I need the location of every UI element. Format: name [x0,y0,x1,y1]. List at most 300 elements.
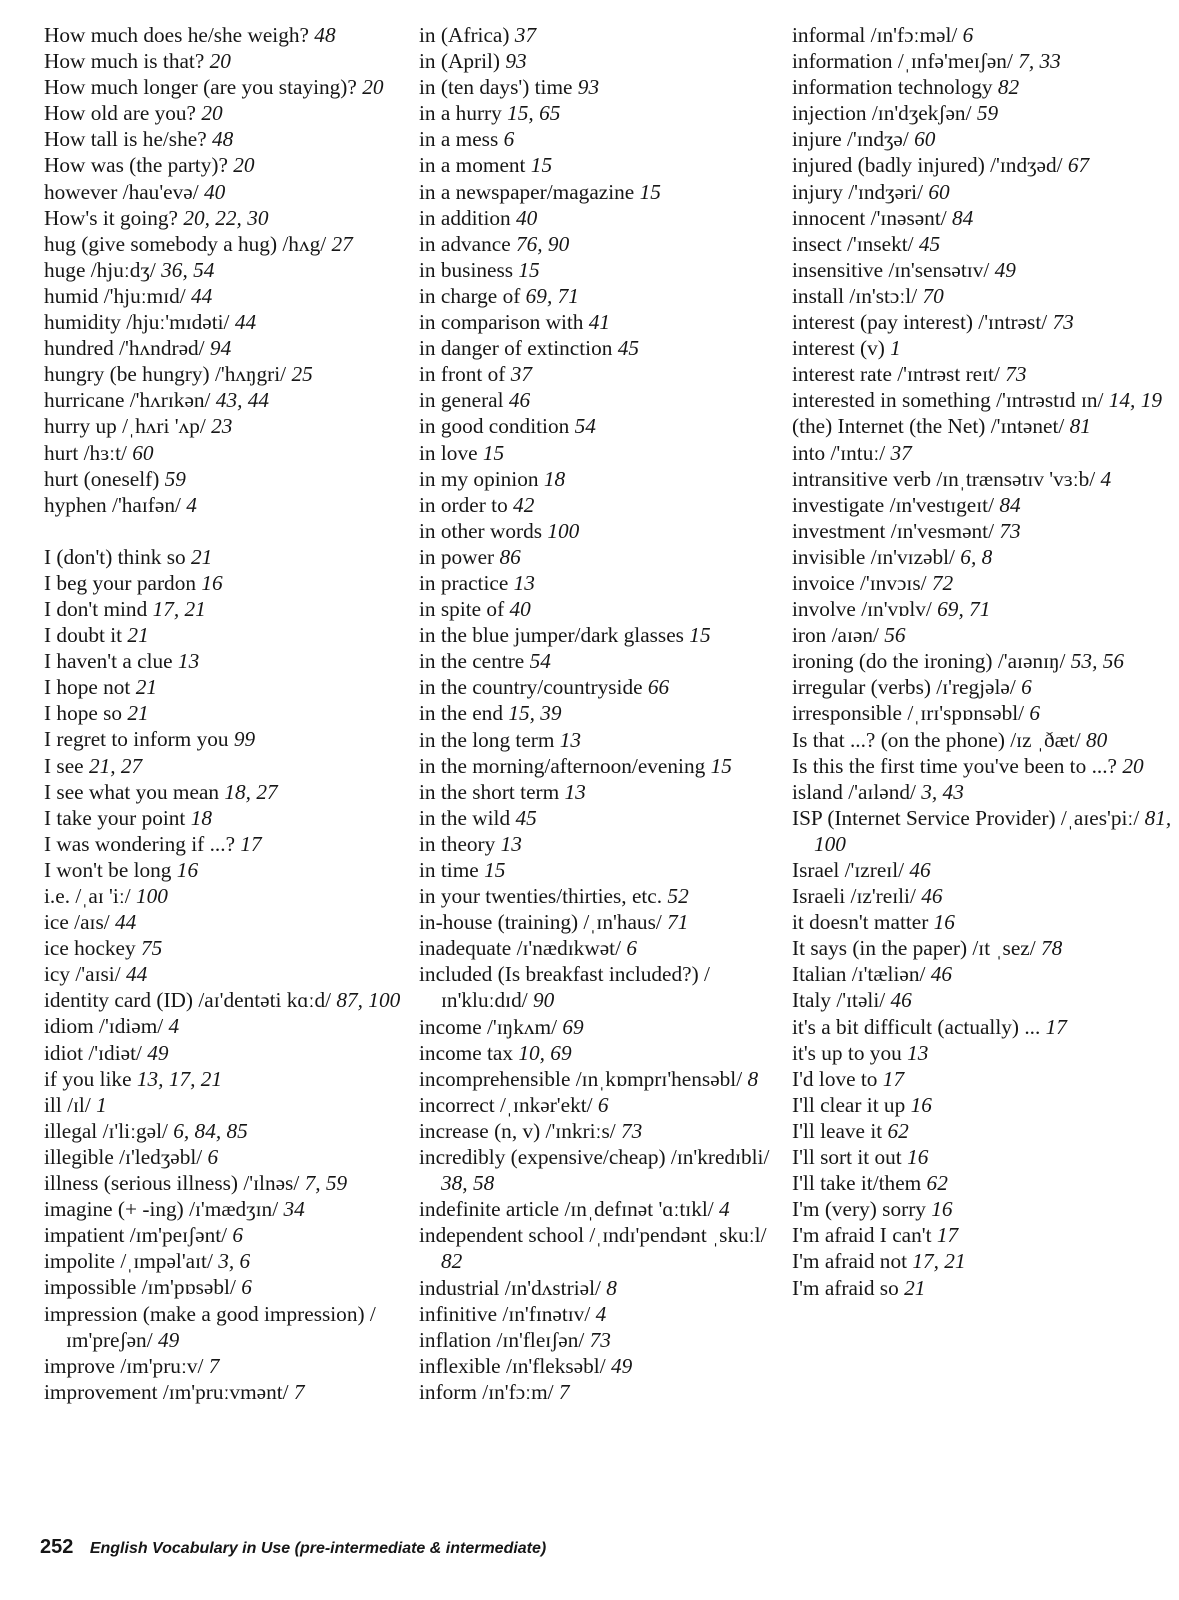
entry-pronunciation: /ɪn'vestɪgeɪt/ [889,492,994,517]
entry-page-refs: 46 [890,988,912,1013]
entry-page-refs: 38, 58 [441,1171,495,1196]
entry-term: injection [792,101,867,126]
entry-pronunciation: /ˌɪrɪ'spɒnsəbl/ [907,701,1025,726]
entry-term: involve [792,597,856,622]
entry-page-refs: 20 [233,153,255,178]
entry-term: impatient [44,1223,125,1248]
entry-term: in time [419,858,479,882]
index-entry [792,413,1172,439]
index-entry [792,596,1172,622]
index-entry [44,753,404,779]
index-entry [419,492,781,518]
entry-term: idiom [44,1014,94,1039]
index-entry [419,74,781,100]
entry-term: imagine (+ -ing) [44,1197,184,1222]
index-entry [792,648,1172,674]
index-entry [419,596,781,622]
entry-term: invisible [792,544,866,569]
entry-pronunciation: /'ɪndʒəri/ [848,179,924,204]
entry-term: in theory [419,831,496,856]
entry-term: in advance [419,231,511,256]
index-entry [419,1092,781,1118]
entry-page-refs: 69, 71 [937,597,991,622]
entry-term: hurt (oneself) [44,466,160,491]
entry-pronunciation: /'hʌrɪkən/ [129,388,211,413]
index-entry [792,622,1172,648]
entry-page-refs: 93 [577,75,600,100]
index-entry [419,700,781,726]
index-entry [419,100,781,126]
entry-page-refs: 17 [882,1066,905,1091]
entry-pronunciation: /ˌɪnkər'ekt/ [500,1092,593,1117]
index-entry [419,544,781,570]
entry-term: infinitive [419,1301,498,1326]
index-entry [44,544,404,570]
entry-term: in other words [419,518,543,543]
entry-pronunciation: /ˌaɪ 'iː/ [75,884,131,908]
entry-page-refs: 4 [1100,466,1112,491]
entry-pronunciation: /ˌaɪes'piː/ [1060,805,1140,830]
entry-term: it's a bit difficult (actually) ... [792,1014,1041,1039]
entry-term: I won't be long [44,857,172,882]
index-entry [419,935,781,961]
entry-term: huge [44,257,86,282]
index-entry [419,1066,781,1092]
entry-page-refs: 49 [157,1327,180,1352]
index-entry [44,361,404,387]
entry-page-refs: 17 [240,831,262,856]
entry-term: interest (v) [792,336,885,361]
entry-page-refs: 13 [559,727,582,752]
entry-page-refs: 6 [207,1144,219,1169]
entry-page-refs: 46 [909,858,931,882]
index-entry [44,309,404,335]
entry-term: however [44,179,118,204]
index-entry [792,1275,1172,1301]
entry-page-refs: 60 [132,440,154,465]
index-entry [419,831,781,857]
entry-page-refs: 4 [595,1301,607,1326]
entry-page-refs: 56 [884,623,906,648]
entry-term: hurricane [44,388,125,413]
entry-page-refs: 69 [562,1014,584,1039]
entry-term: in power [419,544,495,569]
index-entry [44,283,404,309]
entry-term: into [792,440,826,465]
entry-term: I see [44,753,84,778]
entry-page-refs: 82 [997,75,1020,100]
entry-pronunciation: /'ɪtəli/ [836,988,886,1013]
entry-term: industrial [419,1275,500,1300]
entry-pronunciation: /ɪn'dʒekʃən/ [871,101,972,126]
entry-page-refs: 59 [164,466,186,491]
entry-page-refs: 15 [484,858,506,882]
entry-pronunciation: /ɪn'fleɪʃən/ [496,1327,585,1352]
index-entry [44,1248,404,1274]
entry-pronunciation: /'ɪntrəst/ [978,310,1048,335]
entry-term: injure [792,127,842,152]
index-entry [419,283,781,309]
entry-page-refs: 18 [543,466,566,491]
entry-pronunciation: /ɪz'reɪli/ [850,884,916,909]
entry-page-refs: 44 [234,310,257,335]
index-entry [792,518,1172,544]
entry-page-refs: 3, 6 [218,1249,251,1274]
entry-term: incorrect [419,1092,495,1117]
index-entry [44,257,404,283]
entry-term: Italian [792,962,847,987]
entry-pronunciation: /ɪn'fɔːməl/ [870,23,958,47]
index-entry [44,335,404,361]
entry-pronunciation: /ɪ'mædʒɪn/ [189,1197,279,1222]
entry-pronunciation: /'aɪənɪŋ/ [997,649,1066,674]
entry-term: in the long term [419,727,555,752]
entry-term: in good condition [419,414,570,439]
entry-pronunciation: /'ɪntrəstɪd ɪn/ [996,388,1104,413]
entry-page-refs: 15 [689,623,711,648]
entry-term: investment [792,518,886,543]
entry-pronunciation: /hjuːdʒ/ [90,257,156,282]
entry-page-refs: 7, 59 [304,1171,348,1196]
index-entry [792,1222,1172,1248]
entry-pronunciation: /ɪm'pruːv/ [120,1353,204,1378]
entry-page-refs: 37 [890,440,912,465]
index-entry [792,961,1172,987]
entry-page-refs: 6 [232,1223,244,1248]
entry-term: in charge of [419,283,521,308]
entry-page-refs: 49 [610,1353,633,1378]
entry-term: impolite [44,1249,115,1274]
index-entry [792,987,1172,1013]
index-entry [44,231,404,257]
entry-page-refs: 37 [510,362,532,387]
entry-term: hug (give somebody a hug) [44,231,278,256]
entry-pronunciation: /ɪn'fleksəbl/ [505,1353,606,1378]
index-entry [419,674,781,700]
index-entry [44,1118,404,1144]
index-entry [792,674,1172,700]
entry-pronunciation: /ɪn'dʌstriəl/ [504,1275,601,1300]
entry-term: inflexible [419,1353,501,1378]
entry-pronunciation: /hɜːt/ [83,440,127,465]
entry-page-refs: 46 [930,962,953,987]
entry-term: I don't mind [44,596,148,621]
index-column-2 [419,22,781,1405]
entry-term: in the blue jumper/dark glasses [419,623,684,648]
index-entry [419,1118,781,1144]
entry-page-refs: 45 [515,805,537,830]
entry-term: impossible [44,1275,137,1300]
entry-term: I'll take it/them [792,1171,922,1196]
index-entry [792,492,1172,518]
entry-pronunciation: /ɪnˌtrænsətɪv 'vɜːb/ [936,466,1096,491]
entry-term: in practice [419,570,509,595]
entry-term: hyphen [44,492,107,517]
entry-pronunciation: /'ɪzreɪl/ [844,858,905,882]
entry-pronunciation: /ˌɪnfə'meɪʃən/ [897,49,1013,74]
entry-page-refs: 45 [617,336,640,361]
index-entry [419,152,781,178]
entry-page-refs: 10, 69 [518,1040,572,1065]
entry-page-refs: 21 [904,1275,926,1300]
index-entry [792,1118,1172,1144]
entry-term: Is this the first time you've been to ...? [792,753,1117,778]
entry-page-refs: 14, 19 [1108,388,1162,413]
entry-page-refs: 16 [176,857,199,882]
entry-term: Israeli [792,884,846,909]
entry-term: included (Is breakfast included?) [419,962,699,987]
index-entry [792,179,1172,205]
entry-pronunciation: /ɪt ˌsez/ [972,936,1036,961]
index-entry [44,1040,404,1066]
index-entry [792,74,1172,100]
entry-term: in a moment [419,153,526,178]
entry-page-refs: 73 [589,1327,611,1352]
entry-page-refs: 6, 84, 85 [173,1118,248,1143]
entry-term: I'm afraid so [792,1275,899,1300]
entry-term: in my opinion [419,466,539,491]
entry-term: in the centre [419,649,525,674]
entry-page-refs: 6 [241,1275,252,1300]
entry-pronunciation: /ɪn'kredɪbli/ [670,1145,770,1170]
entry-page-refs: 4 [186,492,197,517]
index-entry [792,1144,1172,1170]
entry-pronunciation: /ˌhʌri 'ʌp/ [122,414,206,439]
entry-term: insensitive [792,257,884,282]
entry-page-refs: 4 [168,1014,180,1039]
index-entry [419,1040,781,1066]
index-entry [419,1222,781,1274]
entry-term: How much does he/she weigh? [44,23,309,47]
entry-page-refs: 21 [127,623,149,648]
index-entry [792,231,1172,257]
entry-term: I (don't) think so [44,544,186,569]
entry-pronunciation: /ɪn'fɪnətɪv/ [502,1301,591,1326]
entry-term: island [792,779,843,804]
entry-page-refs: 21 [127,701,149,726]
entry-pronunciation: /ɪm'preʃən/ [66,1301,376,1352]
index-entry [792,466,1172,492]
index-entry [44,1170,404,1196]
index-entry [44,961,404,987]
index-entry [419,48,781,74]
entry-page-refs: 15 [639,179,661,204]
entry-term: install [792,283,845,308]
entry-pronunciation: /ɪ'regjələ/ [936,675,1016,700]
index-entry [44,126,404,152]
entry-term: indefinite article [419,1197,560,1222]
entry-page-refs: 45 [918,231,941,256]
entry-term: injury [792,179,843,204]
entry-page-refs: 16 [910,1092,932,1117]
entry-pronunciation: /ˌɪn'haus/ [583,910,662,935]
index-entry [44,674,404,700]
entry-pronunciation: /ɪ'liːgəl/ [102,1118,168,1143]
entry-page-refs: 17, 21 [152,596,206,621]
entry-term: interest (pay interest) [792,310,973,335]
entry-page-refs: 15 [710,753,732,778]
entry-page-refs: 46 [921,884,943,909]
entry-pronunciation: /'ɪndʒə/ [847,127,909,152]
entry-page-refs: 75 [140,936,163,961]
entry-page-refs: 13, 17, 21 [136,1066,223,1091]
entry-term: in the morning/afternoon/evening [419,753,706,778]
entry-term: injured (badly injured) [792,153,985,178]
entry-pronunciation: /ɪn'vesmənt/ [890,518,995,543]
index-entry [44,596,404,622]
entry-term: informal [792,23,866,47]
entry-pronunciation: /hjuː'mɪdəti/ [126,310,230,335]
index-entry [44,205,404,231]
index-entry [44,1144,404,1170]
entry-page-refs: 40 [509,597,531,622]
index-entry [44,1353,404,1379]
entry-page-refs: 37 [514,23,537,47]
entry-page-refs: 73 [1052,310,1074,335]
entry-page-refs: 67 [1067,153,1090,178]
entry-page-refs: 81 [1069,414,1091,439]
entry-term: improve [44,1353,115,1378]
index-entry [44,48,404,74]
entry-pronunciation: /'ɪdiəm/ [99,1014,164,1039]
entry-term: income [419,1014,482,1039]
entry-page-refs: 54 [574,414,596,439]
entry-page-refs: 6 [1021,675,1032,700]
entry-term: inadequate [419,936,512,961]
entry-term: in order to [419,492,508,517]
entry-page-refs: 15 [482,440,505,465]
entry-term: illness (serious illness) [44,1171,239,1196]
entry-page-refs: 99 [233,727,256,752]
entry-term: in addition [419,205,511,230]
entry-term: hundred [44,336,114,361]
index-entry [419,309,781,335]
index-entry [419,335,781,361]
entry-term: in general [419,388,504,413]
index-entry [44,1301,404,1353]
index-entry [792,753,1172,779]
entry-page-refs: 15 [518,257,540,282]
index-entry [792,909,1172,935]
index-entry [792,387,1172,413]
entry-pronunciation: /'ɪnkriːs/ [545,1118,616,1143]
index-entry [419,1353,781,1379]
entry-page-refs: 46 [508,388,531,413]
entry-term: it's up to you [792,1040,902,1065]
entry-page-refs: 54 [529,649,551,674]
entry-term: Is that ...? (on the phone) [792,727,1005,752]
entry-page-refs: 7 [293,1379,305,1404]
entry-pronunciation: /'hʌŋgri/ [214,362,287,387]
index-entry [792,1170,1172,1196]
index-entry [792,440,1172,466]
entry-term: inflation [419,1327,492,1352]
index-entry [44,152,404,178]
entry-page-refs: 8 [606,1275,617,1300]
entry-page-refs: 20 [362,75,384,100]
index-entry [44,987,404,1013]
entry-pronunciation: /ɪn'kluːdɪd/ [441,962,710,1013]
entry-term: icy [44,962,71,987]
entry-page-refs: 17, 21 [912,1249,966,1274]
entry-term: I'd love to [792,1066,878,1091]
entry-term: I beg your pardon [44,570,196,595]
entry-term: insect [792,231,842,256]
index-entry [419,909,781,935]
entry-page-refs: 90 [533,988,555,1013]
entry-page-refs: 15 [530,153,553,178]
index-entry [44,622,404,648]
entry-term: Israel [792,858,840,882]
entry-page-refs: 59 [976,101,999,126]
index-entry [419,413,781,439]
index-entry [44,700,404,726]
entry-page-refs: 78 [1040,936,1063,961]
index-entry [44,831,404,857]
index-entry [792,570,1172,596]
index-entry [419,648,781,674]
entry-term: Italy [792,988,832,1013]
entry-page-refs: 48 [314,23,336,47]
index-entry [792,205,1172,231]
entry-term: in a mess [419,127,499,152]
index-entry [792,152,1172,178]
entry-page-refs: 16 [907,1145,929,1170]
entry-page-refs: 21 [191,544,213,569]
entry-term: illegal [44,1118,98,1143]
entry-pronunciation: /ɪm'pruːvmənt/ [162,1379,289,1404]
index-entry [419,1144,781,1196]
entry-pronunciation: /ˌɪmpəl'aɪt/ [120,1249,213,1274]
entry-term: How much is that? [44,49,205,74]
entry-page-refs: 23 [211,414,233,439]
entry-pronunciation: /'aɪlənd/ [848,779,916,804]
index-entry [792,1092,1172,1118]
index-entry [419,727,781,753]
index-entry [44,1092,404,1118]
index-entry [792,1014,1172,1040]
entry-term: humid [44,283,99,308]
index-entry [419,361,781,387]
entry-term: How old are you? [44,101,196,126]
entry-page-refs: 71 [667,910,689,935]
index-entry [44,857,404,883]
index-entry [44,570,404,596]
index-entry [792,883,1172,909]
entry-page-refs: 42 [513,492,535,517]
entry-page-refs: 73 [1005,362,1027,387]
entry-page-refs: 48 [211,127,234,152]
entry-term: improvement [44,1379,158,1404]
entry-pronunciation: /aɪ'dentəti kɑːd/ [198,988,332,1013]
entry-term: investigate [792,492,885,517]
entry-page-refs: 36, 54 [161,257,215,282]
entry-page-refs: 81, 100 [814,805,1172,856]
index-entry [419,753,781,779]
entry-page-refs: 34 [283,1197,305,1222]
entry-page-refs: 4 [719,1197,730,1222]
entry-pronunciation: /'ɪnəsənt/ [870,205,947,230]
entry-term: idiot [44,1040,84,1065]
entry-page-refs: 21, 27 [88,753,143,778]
entry-term: ironing (do the ironing) [792,649,993,674]
entry-page-refs: 93 [505,49,527,74]
index-entry [419,1275,781,1301]
entry-term: I haven't a clue [44,649,173,674]
entry-page-refs: 1 [890,336,901,361]
entry-term: information technology [792,75,993,100]
entry-pronunciation: /'haɪfən/ [112,492,181,517]
